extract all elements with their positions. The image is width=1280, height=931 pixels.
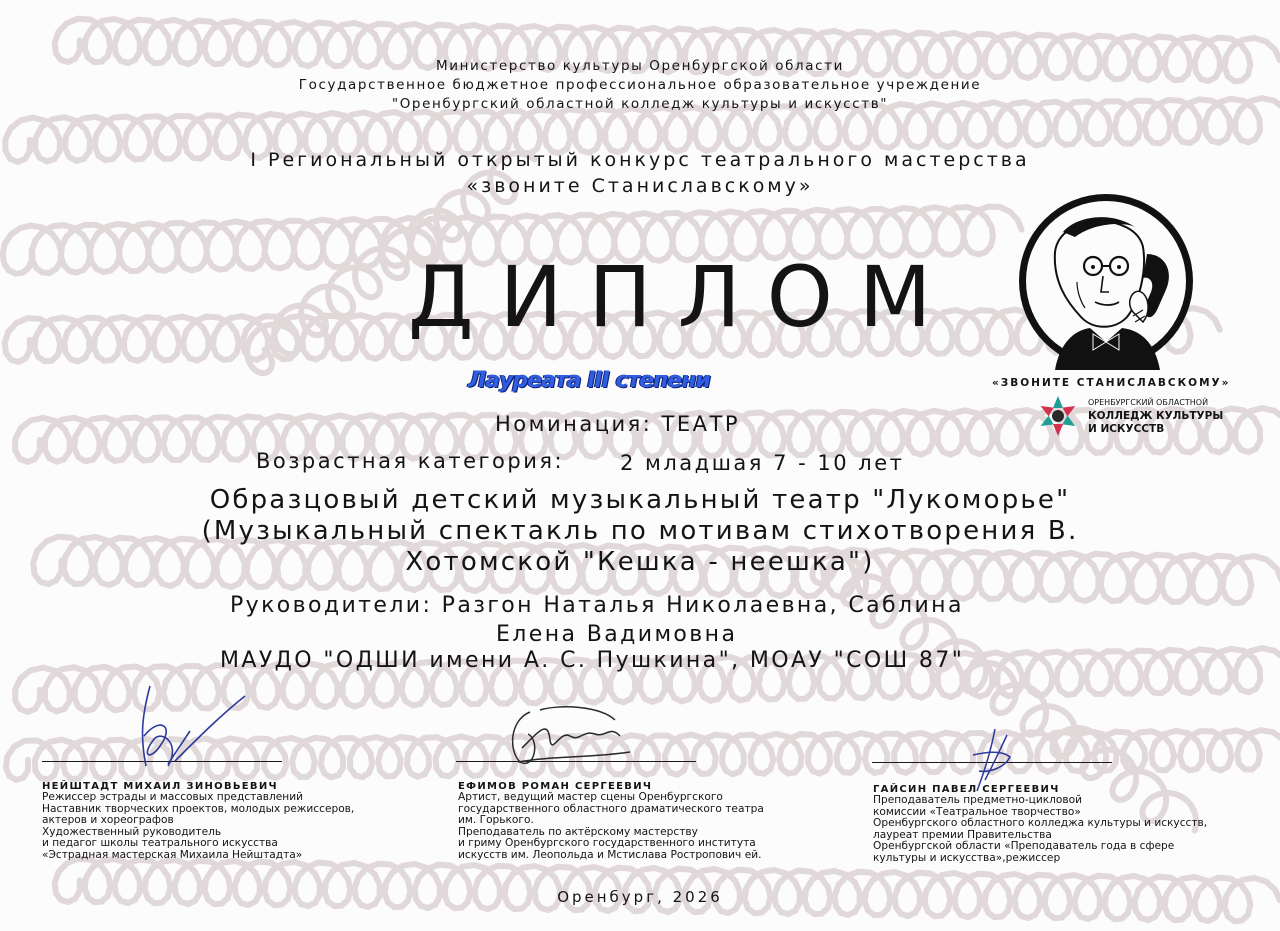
college-logo-icon [1036, 394, 1080, 438]
signatory-2-name: ЕФИМОВ РОМАН СЕРГЕЕВИЧ [458, 781, 653, 792]
organization: МАУДО "ОДШИ имени А. С. Пушкина", МОАУ "СОШ 87" [220, 648, 965, 673]
performance-title: Хотомской "Кешка - неешка") [405, 547, 875, 577]
contest-subtitle: «звоните Станиславскому» [466, 175, 814, 197]
college-name-line1: КОЛЛЕДЖ КУЛЬТУРЫ [1088, 410, 1224, 422]
signatory-3-credentials: Преподаватель предметно-цикловой комиссии «Театральное творчество» Оренбургского областного колледжа культуры и искусств, лауреат премии Правительства Оренбургской области «Преподаватель года в сфере культуры и искусства»,режиссер [873, 794, 1208, 864]
city-year: Оренбург, 2026 [557, 888, 723, 906]
signatory-1-name: НЕЙШТАДТ МИХАИЛ ЗИНОВЬЕВИЧ [42, 781, 278, 792]
age-category-value: 2 младшая 7 - 10 лет [620, 451, 905, 475]
nomination: Номинация: ТЕАТР [495, 412, 741, 436]
logo-caption-main: «ЗВОНИТЕ СТАНИСЛАВСКОМУ» [992, 377, 1231, 389]
institution-type-line: Государственное бюджетное профессиональное образовательное учреждение [298, 77, 982, 93]
signatory-1-credentials: Режиссер эстрады и массовых представлений Наставник творческих проектов, молодых режиссеров, актеров и хореографов Художественный руководитель и педагог школы театрального искусства «Эстрадная мастерская Михаила Нейштадта» [42, 791, 355, 861]
leaders-continued: Елена Вадимовна [496, 622, 738, 647]
signatory-2-credentials: Артист, ведущий мастер сцены Оренбургского государственного областного драматического театра им. Горького. Преподаватель по актёрскому мастерству и гриму Оренбургского государственного института искусств им. Леопольда и Мстислава Ростропович ей. [458, 791, 764, 861]
signature-efimov [500, 700, 640, 775]
performance-line: (Музыкальный спектакль по мотивам стихотворения В. [201, 516, 1079, 546]
signature-neishtadt [120, 676, 260, 786]
contest-logo-portrait-icon [1015, 192, 1197, 370]
laureate-degree: Лауреата III степени [468, 368, 710, 393]
leaders-line: Руководители: Разгон Наталья Николаевна, Саблина [230, 593, 964, 618]
contest-title: I Региональный открытый конкурс театрального мастерства [250, 149, 1030, 171]
institution-name-line: "Оренбургский областной колледж культуры и искусств" [391, 96, 889, 112]
age-category-label: Возрастная категория: [256, 449, 565, 473]
logo-caption-small: КОНКУРС [1085, 360, 1136, 370]
college-small-caption: ОРЕНБУРГСКИЙ ОБЛАСТНОЙ [1088, 398, 1209, 407]
college-name-line2: И ИСКУССТВ [1088, 423, 1165, 435]
diploma-title: ДИПЛОМ [408, 248, 958, 346]
team-name: Образцовый детский музыкальный театр "Лукоморье" [209, 485, 1071, 515]
ministry-line: Министерство культуры Оренбургской области [435, 58, 845, 74]
signatory-3-name: ГАЙСИН ПАВЕЛ СЕРГЕЕВИЧ [873, 784, 1060, 795]
